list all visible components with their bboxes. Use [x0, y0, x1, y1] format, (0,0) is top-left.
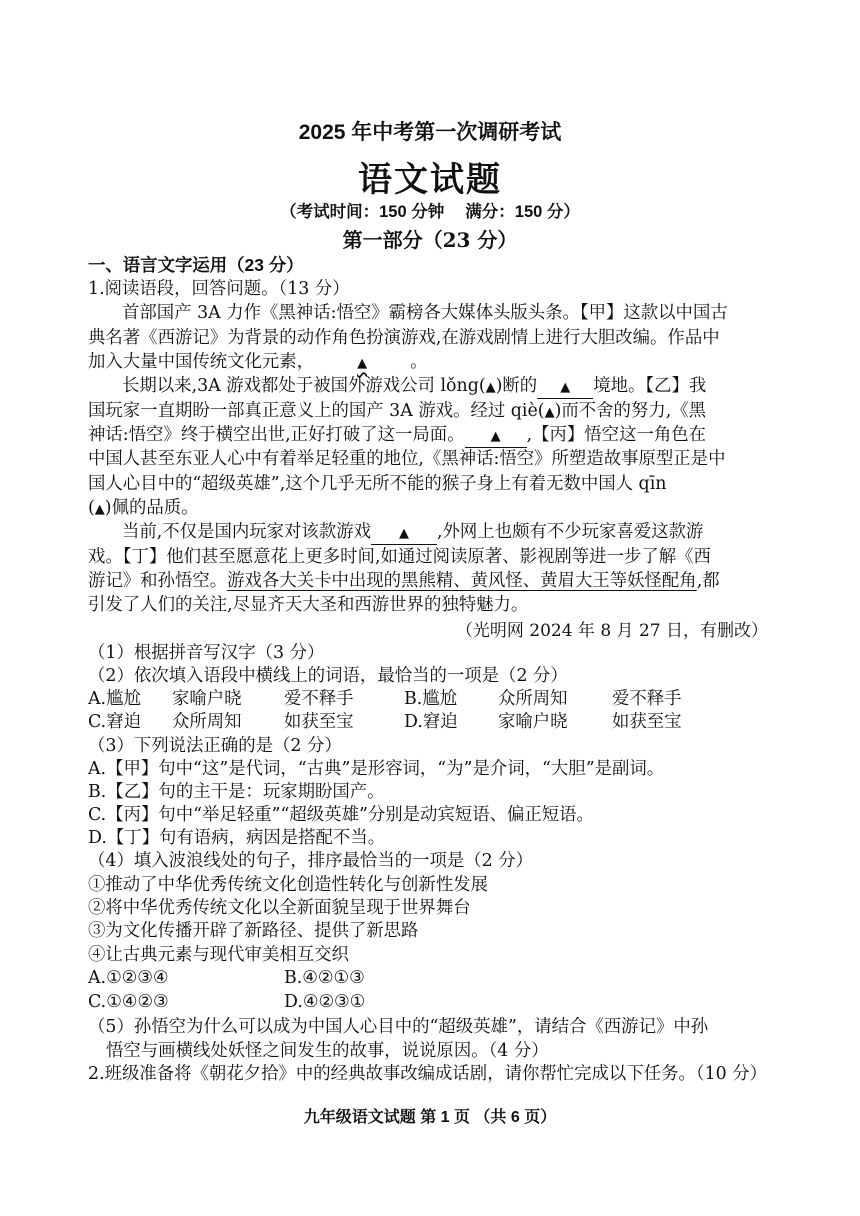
option-d: D.④②③①	[284, 992, 366, 1012]
question-2-title: 2.班级准备将《朝花夕拾》中的经典故事改编成话剧，请你帮忙完成以下任务。（10 分）	[88, 1064, 768, 1084]
pinyin-blank: ▲	[94, 502, 105, 517]
option-d: D.【丁】句有语病，病因是搭配不当。	[88, 828, 386, 848]
passage-line: 国玩家一直期盼一部真正意义上的国产 3A 游戏。经过 qiè(▲)而不舍的努力,《黑	[88, 401, 707, 421]
sentence-item: ②将中华优秀传统文化以全新面貌呈现于世界舞台	[88, 898, 471, 918]
question-1-title: 1.阅读语段，回答问题。（13 分）	[88, 279, 350, 299]
passage-line: 首部国产 3A 力作《黑神话:悟空》霸榜各大媒体头版头条。【甲】这款以中国古	[122, 303, 728, 323]
passage-line: 神话:悟空》终于横空出世,正好打破了这一局面。 ▲ ,【丙】悟空这一角色在	[88, 423, 706, 448]
sentence-item: ①推动了中华优秀传统文化创造性转化与创新性发展	[88, 875, 488, 895]
page-footer: 九年级语文试题 第 1 页 （共 6 页）	[303, 1109, 557, 1126]
sub-question-3: （3）下列说法正确的是（2 分）	[88, 736, 342, 756]
passage-line: 引发了人们的关注,尽显齐天大圣和西游世界的独特魅力。	[88, 595, 529, 615]
sub-question-1: （1）根据拼音写汉字（3 分）	[88, 643, 325, 663]
sub-question-5-cont: 悟空与画横线处妖怪之间发生的故事，说说原因。（4 分）	[106, 1041, 549, 1061]
passage-line: 当前,不仅是国内玩家对该款游戏 ▲ ,外网上也颇有不少玩家喜爱这款游	[122, 520, 703, 545]
option-a: A.【甲】句中“这”是代词，“古典”是形容词，“为”是介词，“大胆”是副词。	[88, 759, 665, 779]
exam-time-info: （考试时间：150 分钟 满分：150 分）	[280, 203, 580, 221]
section-title: 一、语言文字运用（23 分）	[88, 255, 304, 275]
fill-blank: ▲	[537, 376, 593, 399]
sentence-item: ③为文化传播开辟了新路径、提供了新思路	[88, 921, 419, 941]
fill-blank: ▲	[465, 425, 527, 448]
option-c: C.【丙】句中“举足轻重”“超级英雄”分别是动宾短语、偏正短语。	[88, 805, 594, 825]
passage-line: 长期以来,3A 游戏都处于被国外游戏公司 lǒng(▲)断的 ▲ 境地。【乙】我	[122, 374, 706, 400]
sub-question-5: （5）孙悟空为什么可以成为中国人心目中的“超级英雄”，请结合《西游记》中孙	[88, 1017, 709, 1037]
option-c: C.①④②③	[88, 992, 169, 1012]
fill-blank: ▲	[371, 522, 437, 545]
passage-line: (▲)佩的品质。	[88, 498, 199, 518]
sub-question-4: （4）填入波浪线处的句子，排序最恰当的一项是（2 分）	[88, 851, 534, 871]
pinyin-blank: ▲	[544, 405, 555, 420]
passage-line: 中国人甚至东亚人心中有着举足轻重的地位,《黑神话:悟空》所塑造故事原型正是中	[88, 449, 726, 469]
sub-question-2: （2）依次填入语段中横线上的词语，最恰当的一项是（2 分）	[88, 666, 568, 686]
pinyin-blank: ▲	[485, 380, 496, 395]
wavy-blank: ▲	[357, 356, 368, 371]
subject-title: 语文试题	[358, 160, 502, 200]
exam-page: 2025 年中考第一次调研考试 语文试题 （考试时间：150 分钟 满分：150 分） 第一部分（23 分） 一、语言文字运用（23 分） 1.阅读语段，回答问题。（13 分） 首部国产 3A 力作《黑神话:悟空》霸榜各大媒体头版头条。【甲】这款以中国古 典名著《西游记》为背景的动作角色扮演游戏,在游戏剧情上进行大胆改编。作品中 加入大量中国传统文化元素， ▲ 。 长期以来,3A 游戏都处于被国外游戏公司 lǒng(▲)断的 ▲ 境地。【乙】我 国玩家一直期盼一部真正意义上的国产 3A 游戏。经过 qiè(▲)而不舍的努力,《黑 神话:悟空》终于横空出世,正好打破了这一局面。 ▲ ,【丙】悟空这一角色在 中国人甚至东亚人心中有着举足轻重的地位,《黑神话:悟空》所塑造故事原型正是中 国人心目中的“超级英雄”,这个几乎无所不能的猴子身上有着无数中国人 qīn (▲)佩的品质。 当前,不仅是国内玩家对该款游戏 ▲ ,外网上也颇有不少玩家喜爱这款游 戏。【丁】他们甚至愿意花上更多时间,如通过阅读原著、影视剧等进一步了解《西 游记》和孙悟空。游戏各大关卡中出现的黑熊精、黄风怪、黄眉大王等妖怪配角,都 引发了人们的关注,尽显齐天大圣和西游世界的独特魅力。 （光明网 2024 年 8 月 27 日，有删改） （1）根据拼音写汉字（3 分） （2）依次填入语段中横线上的词语，最恰当的一项是（2 分） A.尴尬 家喻户晓 爱不释手 B.尴尬 众所周知 爱不释手 C.窘迫 众所周知 如获至宝 D.窘迫 家喻户晓 如获至宝 （3）下列说法正确的是（2 分） A.【甲】句中“这”是代词，“古典”是形容词，“为”是介词，“大胆”是副词。 B.【乙】句的主干是：玩家期盼国产。 C.【丙】句中“举足轻重”“超级英雄”分别是动宾短语、偏正短语。 D.【丁】句有语病，病因是搭配不当。 （4）填入波浪线处的句子，排序最恰当的一项是（2 分） ①推动了中华优秀传统文化创造性转化与创新性发展 ②将中华优秀传统文化以全新面貌呈现于世界舞台 ③为文化传播开辟了新路径、提供了新思路 ④让古典元素与现代审美相互交织 A.①②③④ B.④②①③ C.①④②③ D.④②③① （5）孙悟空为什么可以成为中国人心目中的“超级英雄”，请结合《西游记》中孙 悟空与画横线处妖怪之间发生的故事，说说原因。（4 分） 2.班级准备将《朝花夕拾》中的经典故事改编成话剧，请你帮忙完成以下任务。（10 分） 九年级语文试题 第 1 页 （共 6 页）	[0, 0, 860, 1216]
passage-line: 游记》和孙悟空。游戏各大关卡中出现的黑熊精、黄风怪、黄眉大王等妖怪配角,都	[88, 571, 720, 591]
option-b: B.【乙】句的主干是：玩家期盼国产。	[88, 782, 385, 802]
passage-line: 戏。【丁】他们甚至愿意花上更多时间,如通过阅读原著、影视剧等进一步了解《西	[88, 547, 711, 567]
underlined-sentence: 游戏各大关卡中出现的黑熊精、黄风怪、黄眉大王等妖怪配角	[227, 571, 697, 591]
sentence-item: ④让古典元素与现代审美相互交织	[88, 945, 349, 965]
option-a: A.①②③④	[88, 968, 169, 988]
passage-line: 国人心目中的“超级英雄”,这个几乎无所不能的猴子身上有着无数中国人 qīn	[88, 474, 667, 494]
exam-title: 2025 年中考第一次调研考试	[298, 121, 562, 144]
part-title: 第一部分（23 分）	[342, 228, 518, 252]
passage-line: 典名著《西游记》为背景的动作角色扮演游戏,在游戏剧情上进行大胆改编。作品中	[88, 328, 720, 348]
option-b: B.④②①③	[284, 968, 365, 988]
passage-line: 加入大量中国传统文化元素， ▲ 。	[88, 350, 428, 376]
passage-source: （光明网 2024 年 8 月 27 日，有删改）	[455, 621, 768, 641]
